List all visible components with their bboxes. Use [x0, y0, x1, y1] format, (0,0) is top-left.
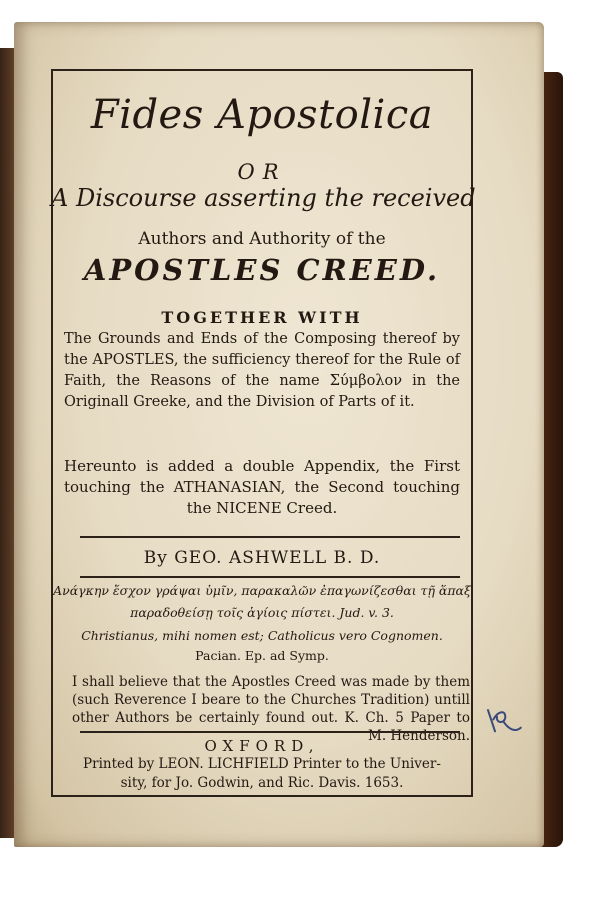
rule-above-imprint — [80, 731, 460, 733]
book-title: Fides Apostolica — [90, 92, 434, 138]
appendix-paragraph: Hereunto is added a double Appendix, the First touching the ATHANASIAN, the Second touching the NICENE Creed. — [64, 457, 460, 517]
rule-below-author — [80, 576, 460, 578]
subtitle-line-2: Authors and Authority of the — [138, 229, 386, 249]
handwritten-margin-mark — [481, 697, 527, 749]
imprint-place: OXFORD, — [204, 737, 320, 755]
greek-epigraph-line-2: παραδοθείσῃ τοῖς ἁγίοις πίστει. Jud. v. 3. — [130, 605, 394, 620]
greek-epigraph-line-1: Ανάγκην ἔσχον γράψαι ὑμῖν, παρακαλῶν ἐπαγωνίζεσθαι τῇ ἅπαξ — [53, 583, 471, 598]
rule-above-author — [80, 536, 460, 538]
handwritten-mark-icon — [481, 697, 526, 742]
latin-epigraph-line-2: Pacian. Ep. ad Symp. — [195, 648, 329, 663]
subtitle-line-1: A Discourse asserting the received — [51, 184, 476, 212]
latin-epigraph-line-1: Christianus, mihi nomen est; Catholicus vero Cognomen. — [81, 628, 443, 643]
apostles-creed-heading: APOSTLES CREED. — [83, 253, 441, 287]
imprint-publishers-date: sity, for Jo. Godwin, and Ric. Davis. 1653. — [120, 775, 404, 791]
author-line: By GEO. ASHWELL B. D. — [143, 548, 381, 568]
king-charles-quote: I shall believe that the Apostles Creed was made by them (such Reverence I beare to the Churches Tradition) untill other Authors be certainly found out. K. Ch. 5 Paper to M. Henderson. — [72, 674, 470, 744]
together-with-heading: TOGETHER WITH — [161, 308, 363, 327]
imprint-printer: Printed by LEON. LICHFIELD Printer to the Univer- — [83, 756, 441, 772]
title-or: OR — [237, 160, 287, 184]
contents-paragraph: The Grounds and Ends of the Composing thereof by the APOSTLES, the sufficiency thereof for the Rule of Faith, the Reasons of the name Σύμβολον in the Originall Greeke, and the Division of Parts of it. — [64, 331, 460, 410]
